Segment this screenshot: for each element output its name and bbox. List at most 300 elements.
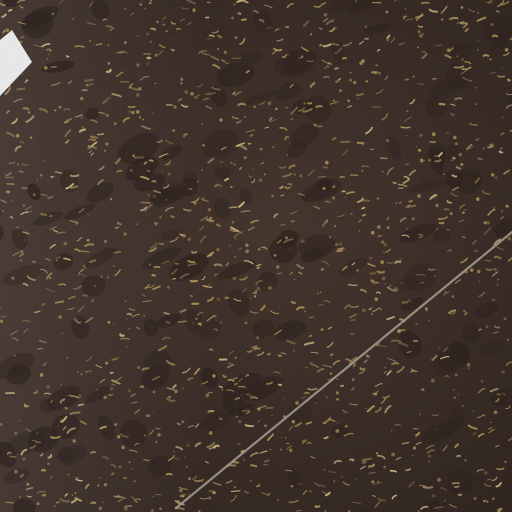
speckle-fleck <box>254 348 259 349</box>
speckle-dot <box>417 47 419 49</box>
speckle-dot <box>322 329 323 330</box>
speckle-dot <box>428 159 431 162</box>
speckle-dot <box>117 435 120 438</box>
speckle-dot <box>374 393 377 396</box>
speckle-fleck <box>83 90 88 91</box>
speckle-dot <box>425 307 428 310</box>
speckle-fleck <box>85 80 93 81</box>
speckle-dot <box>301 239 305 243</box>
speckle-fleck <box>418 26 422 27</box>
speckle-dot <box>447 49 451 53</box>
speckle-dot <box>419 34 423 38</box>
speckle-dot <box>233 277 236 280</box>
speckle-dot <box>417 30 420 33</box>
speckle-dot <box>432 143 433 144</box>
speckle-dot <box>419 413 421 415</box>
speckle-dot <box>268 286 272 290</box>
speckle-fleck <box>292 302 295 303</box>
speckle-dot <box>335 81 337 83</box>
speckle-dot <box>377 225 381 229</box>
speckle-dot <box>72 18 74 20</box>
speckle-dot <box>239 248 241 250</box>
speckle-fleck <box>182 495 185 496</box>
speckle-fleck <box>238 13 240 14</box>
speckle-fleck <box>316 106 321 107</box>
speckle-dot <box>317 293 319 295</box>
speckle-fleck <box>357 94 363 95</box>
speckle-dot <box>260 148 263 151</box>
speckle-dot <box>139 116 141 118</box>
speckle-dot <box>62 333 63 334</box>
speckle-fleck <box>51 401 53 402</box>
speckle-fleck <box>71 175 78 176</box>
speckle-dot <box>473 497 476 500</box>
speckle-dot <box>14 470 18 474</box>
speckle-dot <box>310 490 312 492</box>
speckle-dot <box>477 270 481 274</box>
speckle-dot <box>123 232 126 235</box>
speckle-fleck <box>455 98 461 99</box>
speckle-fleck <box>285 187 290 188</box>
speckle-fleck <box>20 171 23 172</box>
speckle-dot <box>58 425 59 426</box>
speckle-fleck <box>57 257 60 258</box>
speckle-dot <box>386 11 389 14</box>
speckle-dot <box>166 30 168 32</box>
speckle-dot <box>144 435 146 437</box>
speckle-dot <box>434 275 435 276</box>
speckle-fleck <box>147 415 150 416</box>
speckle-fleck <box>406 164 409 165</box>
speckle-dot <box>345 425 348 428</box>
speckle-dot <box>250 298 251 299</box>
speckle-dot <box>121 446 125 450</box>
speckle-dot <box>383 466 386 469</box>
speckle-fleck <box>91 503 95 504</box>
speckle-dot <box>33 193 36 196</box>
speckle-fleck <box>387 263 393 264</box>
speckle-dot <box>358 230 360 232</box>
speckle-dot <box>26 483 29 486</box>
speckle-dot <box>356 478 357 479</box>
speckle-dot <box>461 6 464 9</box>
speckle-dot <box>258 248 260 250</box>
speckle-dot <box>180 82 182 84</box>
speckle-dot <box>489 58 491 60</box>
speckle-fleck <box>51 177 53 178</box>
speckle-dot <box>110 387 114 391</box>
speckle-fleck <box>150 160 153 161</box>
speckle-dot <box>129 328 131 330</box>
speckle-fleck <box>180 234 182 235</box>
speckle-fleck <box>307 443 311 444</box>
speckle-dot <box>104 483 107 486</box>
speckle-dot <box>234 256 236 258</box>
speckle-dot <box>326 221 328 223</box>
speckle-dot <box>74 492 76 494</box>
speckle-dot <box>275 108 278 111</box>
speckle-dot <box>477 49 479 51</box>
speckle-dot <box>5 173 7 175</box>
speckle-dot <box>391 453 395 457</box>
speckle-dot <box>212 374 216 378</box>
speckle-dot <box>136 93 140 97</box>
speckle-dot <box>97 484 99 486</box>
speckle-dot <box>19 496 21 498</box>
speckle-dot <box>22 457 25 460</box>
speckle-dot <box>444 500 446 502</box>
speckle-dot <box>253 105 256 108</box>
speckle-dot <box>268 101 272 105</box>
speckle-dot <box>231 17 234 20</box>
speckle-dot <box>218 223 220 225</box>
speckle-dot <box>149 264 151 266</box>
speckle-dot <box>505 48 508 51</box>
speckle-dot <box>65 142 66 143</box>
speckle-dot <box>14 432 17 435</box>
speckle-fleck <box>75 46 84 47</box>
speckle-dot <box>235 36 238 39</box>
speckle-fleck <box>98 134 104 135</box>
speckle-dot <box>167 286 170 289</box>
speckle-fleck <box>391 471 397 472</box>
speckle-dot <box>76 222 79 225</box>
speckle-fleck <box>206 93 215 94</box>
speckle-dot <box>336 398 339 401</box>
speckle-fleck <box>178 321 186 322</box>
speckle-fleck <box>218 36 221 38</box>
speckle-dot <box>234 164 236 166</box>
speckle-fleck <box>72 186 78 188</box>
speckle-dot <box>221 388 223 390</box>
speckle-dot <box>43 160 45 162</box>
speckle-dot <box>137 65 139 67</box>
speckle-dot <box>481 380 484 383</box>
speckle-dot <box>324 469 326 471</box>
speckle-fleck <box>351 175 358 176</box>
speckle-fleck <box>350 459 353 460</box>
speckle-fleck <box>247 71 249 72</box>
speckle-dot <box>495 176 498 179</box>
speckle-dot <box>487 221 490 224</box>
speckle-fleck <box>242 19 246 20</box>
speckle-dot <box>54 109 56 111</box>
speckle-dot <box>321 268 324 271</box>
speckle-dot <box>252 169 253 170</box>
speckle-fleck <box>7 192 9 193</box>
speckle-dot <box>66 357 68 359</box>
speckle-dot <box>443 174 445 176</box>
speckle-dot <box>385 283 386 284</box>
speckle-dot <box>87 239 90 242</box>
speckle-dot <box>369 257 372 260</box>
speckle-dot <box>55 259 57 261</box>
speckle-dot <box>182 420 185 423</box>
speckle-dot <box>264 425 267 428</box>
speckle-fleck <box>361 368 365 369</box>
speckle-dot <box>490 422 492 424</box>
speckle-dot <box>134 480 136 482</box>
speckle-dot <box>293 349 295 351</box>
speckle-dot <box>113 265 115 267</box>
speckle-fleck <box>286 27 288 28</box>
speckle-fleck <box>7 184 14 185</box>
speckle-fleck <box>195 480 203 481</box>
speckle-dot <box>188 378 191 381</box>
speckle-dot <box>322 485 325 488</box>
speckle-dot <box>494 256 496 258</box>
speckle-dot <box>174 37 175 38</box>
speckle-fleck <box>358 143 364 144</box>
speckle-dot <box>303 440 305 442</box>
speckle-fleck <box>220 162 223 163</box>
speckle-dot <box>19 420 21 422</box>
speckle-fleck <box>253 397 258 398</box>
speckle-dot <box>209 431 213 435</box>
speckle-dot <box>272 146 274 148</box>
speckle-dot <box>337 378 339 380</box>
speckle-dot <box>243 459 246 462</box>
speckle-dot <box>373 283 375 285</box>
speckle-fleck <box>335 68 337 69</box>
speckle-dot <box>408 299 411 302</box>
speckle-dot <box>11 277 14 280</box>
speckle-dot <box>124 507 128 511</box>
speckle-fleck <box>246 394 249 395</box>
speckle-dot <box>339 89 342 92</box>
speckle-dot <box>138 87 141 90</box>
speckle-dot <box>91 299 94 302</box>
speckle-dot <box>216 248 219 251</box>
speckle-fleck <box>324 167 328 168</box>
speckle-dot <box>384 367 386 369</box>
speckle-dot <box>49 276 52 279</box>
speckle-dot <box>361 170 363 172</box>
speckle-dot <box>357 98 359 100</box>
speckle-dot <box>460 163 463 166</box>
speckle-dot <box>156 21 158 23</box>
speckle-fleck <box>21 37 24 38</box>
speckle-fleck <box>508 80 510 81</box>
speckle-dot <box>155 441 158 444</box>
speckle-dot <box>475 240 477 242</box>
speckle-fleck <box>178 423 181 424</box>
speckle-dot <box>350 72 352 74</box>
speckle-fleck <box>116 227 119 228</box>
speckle-dot <box>44 495 46 497</box>
speckle-dot <box>81 116 83 118</box>
speckle-dot <box>105 142 108 145</box>
speckle-dot <box>80 373 82 375</box>
speckle-dot <box>144 8 146 10</box>
speckle-dot <box>186 466 188 468</box>
speckle-fleck <box>141 202 150 203</box>
speckle-dot <box>420 159 423 162</box>
speckle-dot <box>104 240 107 243</box>
speckle-dot <box>264 247 266 249</box>
speckle-dot <box>201 123 203 125</box>
speckle-dot <box>377 197 379 199</box>
speckle-dot <box>21 250 23 252</box>
speckle-dot <box>166 199 167 200</box>
speckle-dot <box>304 310 306 312</box>
speckle-dot <box>107 321 110 324</box>
speckle-dot <box>256 336 259 339</box>
speckle-fleck <box>420 237 423 238</box>
speckle-dot <box>148 194 150 196</box>
speckle-fleck <box>6 502 13 503</box>
speckle-dot <box>478 280 480 282</box>
speckle-dot <box>320 292 322 294</box>
speckle-fleck <box>500 148 502 149</box>
speckle-dot <box>240 231 243 234</box>
speckle-dot <box>336 391 339 394</box>
speckle-fleck <box>143 77 148 78</box>
speckle-dot <box>326 397 328 399</box>
speckle-fleck <box>450 18 457 19</box>
speckle-dot <box>154 222 157 225</box>
speckle-fleck <box>246 425 254 426</box>
speckle-fleck <box>423 487 432 488</box>
speckle-dot <box>475 87 477 89</box>
speckle-dot <box>490 23 493 26</box>
speckle-fleck <box>378 272 384 273</box>
speckle-dot <box>52 13 55 16</box>
speckle-dot <box>235 357 237 359</box>
speckle-fleck <box>444 209 449 210</box>
speckle-dot <box>203 198 205 200</box>
speckle-dot <box>192 9 195 12</box>
speckle-dot <box>117 495 120 498</box>
speckle-fleck <box>417 84 423 85</box>
speckle-dot <box>233 3 235 5</box>
speckle-dot <box>30 136 33 139</box>
speckle-dot <box>238 420 241 423</box>
speckle-dot <box>276 265 279 268</box>
speckle-fleck <box>362 208 364 209</box>
speckle-dot <box>281 436 282 437</box>
speckle-dot <box>105 362 108 365</box>
speckle-fleck <box>331 44 338 45</box>
speckle-dot <box>362 144 364 146</box>
speckle-dot <box>208 497 211 500</box>
speckle-dot <box>325 161 329 165</box>
speckle-fleck <box>457 456 460 457</box>
speckle-fleck <box>145 162 147 163</box>
speckle-dot <box>58 315 62 319</box>
speckle-dot <box>155 54 158 57</box>
speckle-fleck <box>340 177 344 178</box>
speckle-dot <box>217 48 219 50</box>
speckle-fleck <box>349 285 357 286</box>
speckle-dot <box>167 154 168 155</box>
speckle-dot <box>497 284 499 286</box>
speckle-dot <box>345 197 347 199</box>
speckle-dot <box>236 415 238 417</box>
speckle-dot <box>418 149 421 152</box>
speckle-dot <box>153 391 156 394</box>
speckle-dot <box>82 126 84 128</box>
speckle-dot <box>193 201 196 204</box>
speckle-dot <box>288 248 289 249</box>
speckle-dot <box>438 347 439 348</box>
speckle-dot <box>124 41 127 44</box>
speckle-fleck <box>500 151 503 152</box>
speckle-fleck <box>417 275 425 276</box>
speckle-fleck <box>498 76 504 77</box>
speckle-dot <box>194 96 197 99</box>
speckle-dot <box>81 237 83 239</box>
speckle-dot <box>60 420 63 423</box>
speckle-dot <box>333 100 335 102</box>
speckle-fleck <box>243 411 250 412</box>
speckle-dot <box>491 429 493 431</box>
speckle-dot <box>329 236 331 238</box>
speckle-dot <box>412 76 414 78</box>
speckle-dot <box>208 208 211 211</box>
speckle-dot <box>130 169 132 171</box>
speckle-dot <box>68 474 70 476</box>
speckle-dot <box>291 485 293 487</box>
speckle-dot <box>250 397 252 399</box>
speckle-fleck <box>231 491 240 492</box>
speckle-dot <box>47 385 51 389</box>
speckle-dot <box>391 430 393 432</box>
speckle-dot <box>285 236 288 239</box>
speckle-dot <box>472 410 474 412</box>
speckle-dot <box>483 148 485 150</box>
speckle-fleck <box>192 252 196 253</box>
speckle-dot <box>131 111 134 114</box>
speckle-dot <box>125 300 127 302</box>
speckle-dot <box>136 223 138 225</box>
speckle-dot <box>107 276 109 278</box>
speckle-dot <box>406 110 408 112</box>
speckle-dot <box>177 500 180 503</box>
speckle-dot <box>132 154 135 157</box>
speckle-fleck <box>128 107 135 108</box>
speckle-dot <box>380 260 384 264</box>
speckle-fleck <box>448 250 452 251</box>
speckle-dot <box>102 502 103 503</box>
speckle-dot <box>401 282 403 284</box>
speckle-dot <box>162 170 164 172</box>
speckle-dot <box>205 394 209 398</box>
speckle-fleck <box>6 177 13 178</box>
speckle-dot <box>371 480 374 483</box>
speckle-dot <box>271 415 272 416</box>
speckle-dot <box>52 437 54 439</box>
speckle-fleck <box>164 313 168 314</box>
speckle-dot <box>155 83 157 85</box>
speckle-dot <box>412 455 413 456</box>
speckle-dot <box>303 102 305 104</box>
speckle-dot <box>17 163 19 165</box>
speckle-dot <box>84 439 85 440</box>
speckle-dot <box>224 51 227 54</box>
speckle-dot <box>502 67 503 68</box>
speckle-dot <box>114 323 115 324</box>
speckle-dot <box>493 268 496 271</box>
speckle-dot <box>250 395 252 397</box>
speckle-dot <box>459 153 463 157</box>
speckle-dot <box>100 276 102 278</box>
speckle-fleck <box>403 302 408 303</box>
speckle-fleck <box>360 290 366 291</box>
speckle-dot <box>436 228 438 230</box>
speckle-dot <box>89 40 91 42</box>
speckle-dot <box>37 179 39 181</box>
